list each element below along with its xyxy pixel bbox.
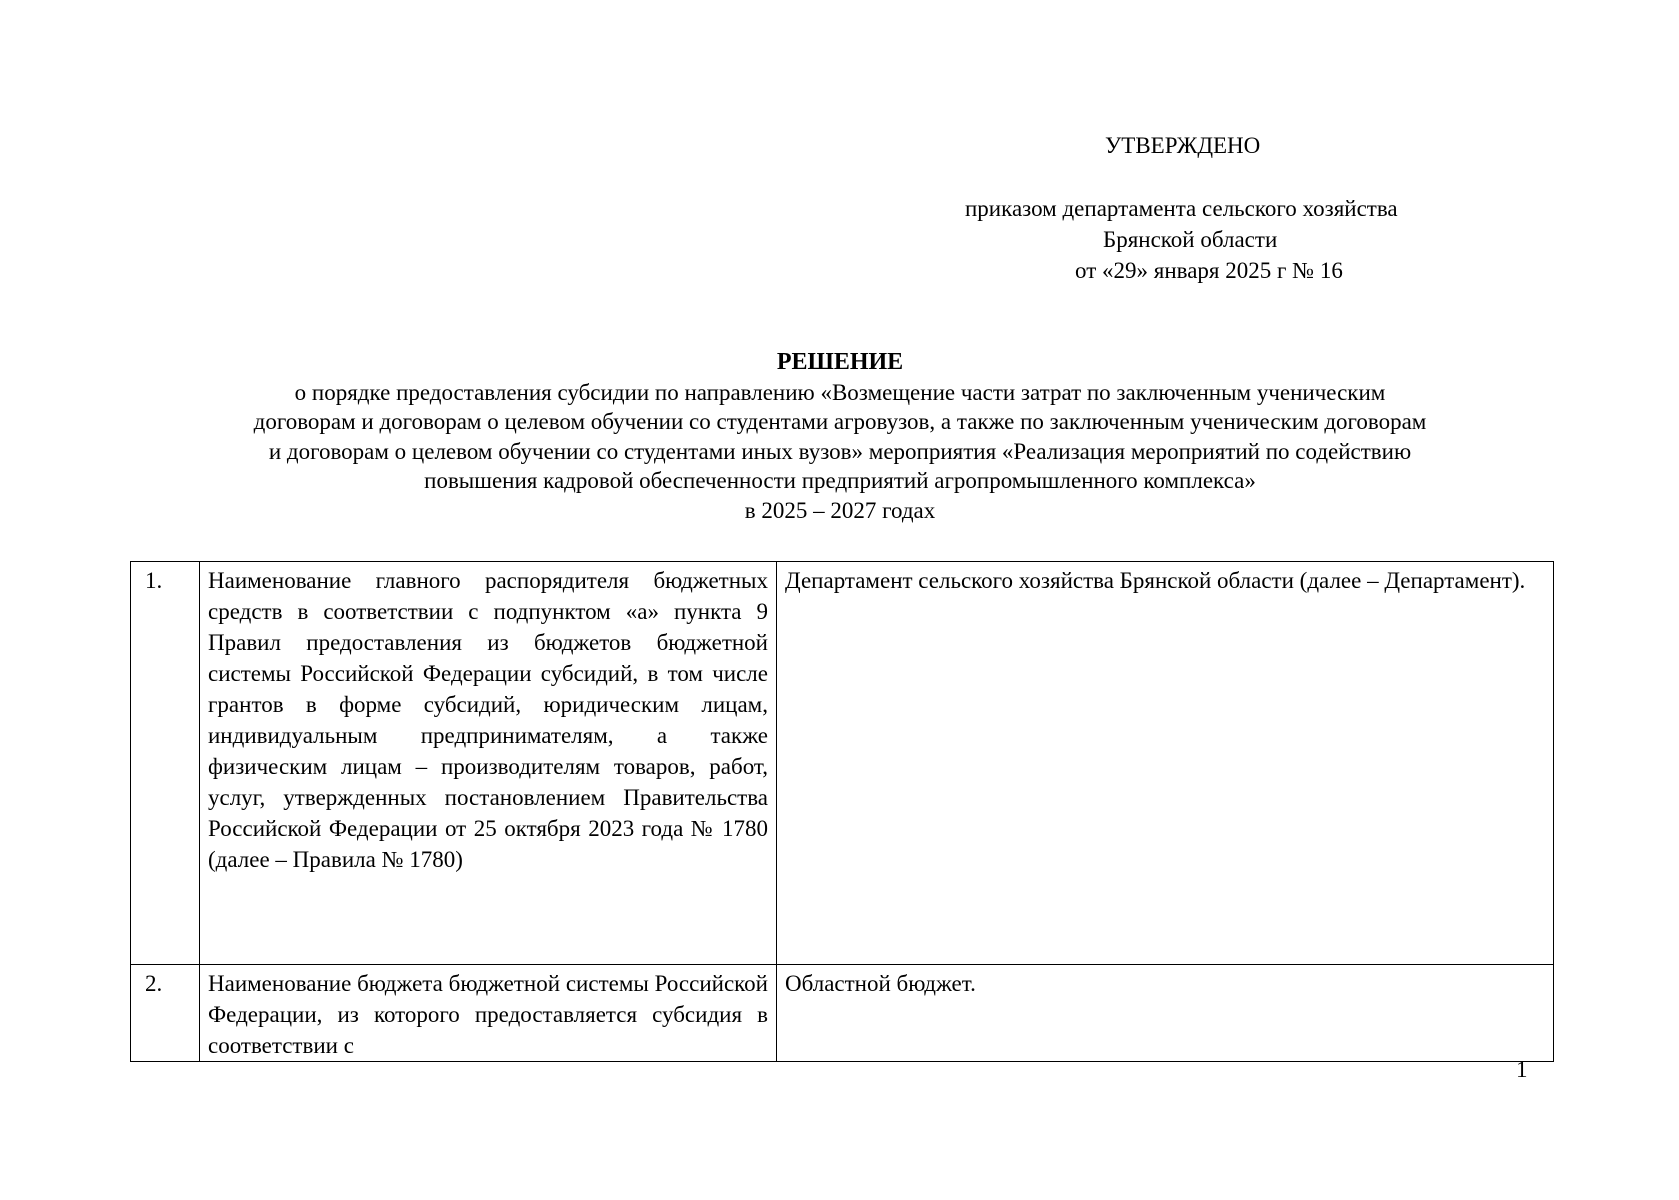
table-row <box>131 562 1554 965</box>
approval-line-region: Брянской области <box>1103 227 1278 252</box>
row-number: 2. <box>131 965 200 1062</box>
row-value: Областной бюджет. <box>777 965 1554 1062</box>
page-number: 1 <box>1516 1057 1528 1082</box>
decision-title: РЕШЕНИЕ <box>776 349 904 375</box>
row-name: Наименование бюджета бюджетной системы Российской Федерации, из которого предоставляется субсидия в соответствии с <box>200 965 777 1062</box>
table-row <box>131 965 1554 1062</box>
decision-table <box>130 561 1554 1062</box>
decision-subtitle: о порядке предоставления субсидии по направлению «Возмещение части затрат по заключенным ученическим договорам и договорам о целевом обучении со студентами агровузов, а также по заключенным ученическим договорам и договорам о целевом обучении со студентами иных вузов» мероприятия «Реализация мероприятий по содействию повышения кадровой обеспеченности предприятий агропромышленного комплекса» в 2025 – 2027 годах <box>253 379 1427 523</box>
row-number: 1. <box>131 562 200 965</box>
decision-header <box>130 348 1550 525</box>
approval-line-date: от «29» января 2025 г № 16 <box>1075 258 1343 283</box>
approval-title: УТВЕРЖДЕНО <box>1105 133 1261 158</box>
row-value: Департамент сельского хозяйства Брянской области (далее – Департамент). <box>777 562 1554 965</box>
approval-line-order: приказом департамента сельского хозяйства <box>965 196 1398 221</box>
row-name: Наименование главного распорядителя бюджетных средств в соответствии с подпунктом «а» пункта 9 Правил предоставления из бюджетов бюджетной системы Российской Федерации субсидий, в том числе грантов в форме субсидий, юридическим лицам, индивидуальным предпринимателям, а также физическим лицам – производителям товаров, работ, услуг, утвержденных постановлением Правительства Российской Федерации от 25 октября 2023 года № 1780 (далее – Правила № 1780) <box>200 562 777 965</box>
